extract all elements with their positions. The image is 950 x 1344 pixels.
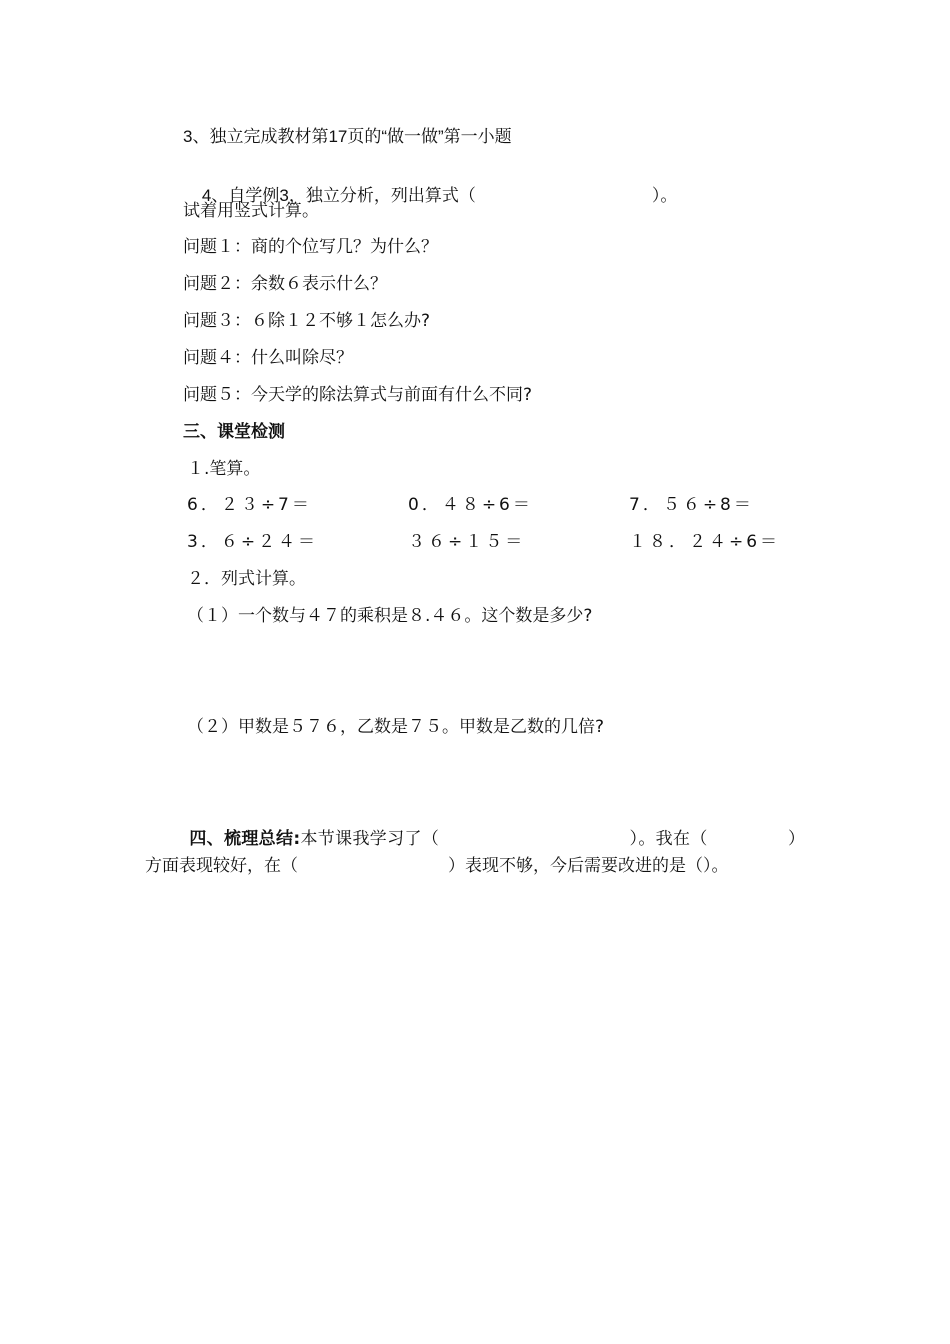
try-vertical-text: 试着用竖式计算。 (183, 201, 319, 221)
calc-row1-item3: 7．５６÷8＝ (629, 495, 754, 515)
summary-part5: ）。 (703, 856, 729, 876)
section-four-heading: 四、梳理总结: (189, 829, 301, 849)
question-1: 问题１：商的个位写几？为什么？ (183, 237, 438, 257)
item-4-suffix: ）。 (651, 186, 678, 205)
summary-part4: ）表现不够，今后需要改进的是（ (448, 856, 703, 876)
section-three-heading: 三、课堂检测 (183, 422, 285, 442)
list-calc-title: ２．列式计算。 (187, 569, 306, 589)
question-2: 问题２：余数６表示什么？ (183, 274, 387, 294)
question-5: 问题５：今天学的除法算式与前面有什么不同? (183, 385, 533, 405)
item-3-text: 3、独立完成教材第17页的“做一做”第一小题 (183, 127, 512, 146)
question-3: 问题３：６除１２不够１怎么办? (183, 311, 431, 331)
summary-part1: 本节课我学习了（ (300, 829, 440, 849)
problem-2: （２）甲数是５７６，乙数是７５。甲数是乙数的几倍? (187, 717, 605, 737)
summary-part3: ）方面表现较好，在（ (145, 829, 806, 876)
calc-row1-item2: 0．４８÷6＝ (408, 495, 533, 515)
calc-row2-item1: 3．６÷２４＝ (187, 532, 319, 552)
calc-row2-item2: ３６÷１５＝ (408, 532, 526, 552)
written-calc-title: １.笔算。 (187, 459, 261, 479)
calc-row1-item1: 6．２３÷7＝ (187, 495, 312, 515)
summary-paragraph (145, 826, 805, 880)
summary-part2: ）。我在（ (629, 829, 708, 849)
calc-row2-item3: １８．２４÷6＝ (629, 532, 781, 552)
item-4-prefix: 4、自学例3，独立分析，列出算式（ (201, 186, 476, 205)
question-4: 问题４：什么叫除尽？ (183, 348, 353, 368)
problem-1: （１）一个数与４７的乘积是８.４６。这个数是多少? (187, 606, 593, 626)
